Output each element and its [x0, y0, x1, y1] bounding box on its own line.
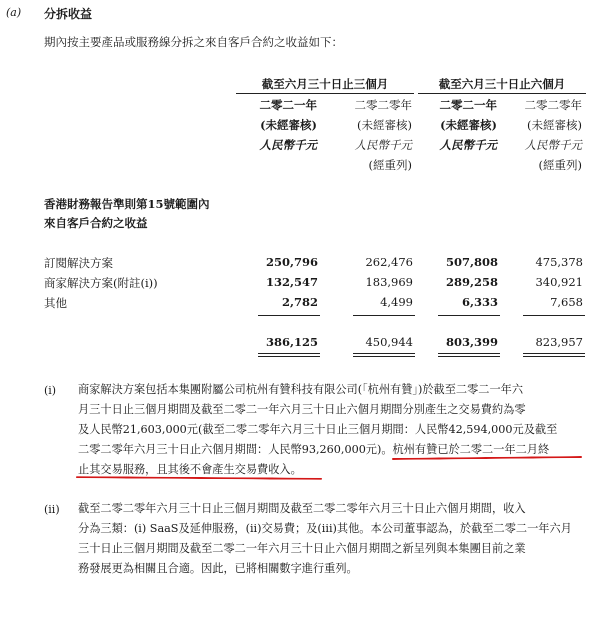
subtotal-line: [258, 315, 320, 316]
total-cell: 803,399: [445, 335, 498, 349]
table-cell: 132,547: [265, 275, 318, 289]
note-2-text: [78, 499, 572, 579]
note-1-line: 止其交易服務，且其後不會產生交易費收入。: [78, 463, 302, 476]
col1-year: 二零二一年: [259, 98, 317, 112]
col4-note: (經重列): [538, 158, 582, 172]
total-cell: 386,125: [265, 335, 318, 349]
total-double-line: [353, 353, 415, 354]
total-double-line: [438, 356, 500, 357]
col2-audit: (未經審核): [357, 118, 412, 132]
note-2-line: 分為三類：(i) SaaS及延伸服務，(ii)交易費；及(iii)其他。本公司董事認為，於截至二零二一年六月: [78, 522, 572, 535]
table-cell: 7,658: [550, 295, 583, 309]
note-2-mark: (ii): [44, 503, 60, 516]
scope-line-2: 來自客戶合約之收益: [44, 216, 148, 230]
col1-unit: 人民幣千元: [259, 138, 317, 152]
total-double-line: [353, 356, 415, 357]
total-double-line: [258, 353, 320, 354]
col3-audit: (未經審核): [440, 118, 497, 132]
row-label-merchant: 商家解決方案(附註(i)): [44, 276, 158, 290]
group-header-three-months: 截至六月三十日止三個月: [261, 77, 389, 91]
table-cell: 262,476: [365, 255, 413, 269]
row-label-subscription: 訂閱解決方案: [44, 256, 113, 270]
intro-text: 期內按主要產品或服務線分拆之來自客戶合約之收益如下：: [44, 35, 343, 49]
table-cell: 2,782: [281, 295, 318, 309]
subtotal-line: [353, 315, 415, 316]
table-cell: 6,333: [461, 295, 498, 309]
note-1-line: 二零二零年六月三十日止六個月期間：人民幣93,260,000元)。杭州有贊已於二零二一年二月終: [78, 443, 550, 456]
table-cell: 475,378: [535, 255, 583, 269]
col4-year: 二零二零年: [524, 98, 582, 112]
col3-year: 二零二一年: [439, 98, 497, 112]
col4-unit: 人民幣千元: [524, 138, 582, 152]
section-label: (a): [6, 6, 22, 19]
table-cell: 289,258: [445, 275, 498, 289]
col1-audit: (未經審核): [260, 118, 317, 132]
note-1-text: [78, 380, 557, 480]
total-double-line: [523, 356, 585, 357]
note-2-line: 截至二零二零年六月三十日止三個月期間及截至二零二零年六月三十日止六個月期間，收入: [78, 502, 526, 515]
col4-audit: (未經審核): [527, 118, 582, 132]
note-1-line: 月三十日止三個月期間及截至二零二一年六月三十日止六個月期間分別產生之交易費約為零: [78, 403, 526, 416]
total-double-line: [438, 353, 500, 354]
total-cell: 823,957: [535, 335, 583, 349]
table-cell: 183,969: [365, 275, 413, 289]
section-title: 分拆收益: [44, 7, 93, 21]
table-cell: 340,921: [535, 275, 583, 289]
col3-unit: 人民幣千元: [439, 138, 497, 152]
note-1-mark: (i): [44, 384, 57, 397]
note-2-line: 三十日止三個月期間及截至二零二一年六月三十日止六個月期間之新呈列與本集團目前之業: [78, 542, 526, 555]
table-cell: 250,796: [265, 255, 318, 269]
col2-note: (經重列): [368, 158, 412, 172]
group-underline: [236, 93, 414, 94]
table-cell: 4,499: [380, 295, 413, 309]
note-2-line: 務發展更為相關且合適。因此，已將相關數字進行重列。: [78, 562, 358, 575]
scope-line-1: 香港財務報告準則第15號範圍內: [44, 197, 210, 211]
col2-year: 二零二零年: [354, 98, 412, 112]
note-1-line: 商家解決方案包括本集團附屬公司杭州有贊科技有限公司(「杭州有贊」)於截至二零二一年六: [78, 383, 524, 396]
total-cell: 450,944: [365, 335, 413, 349]
subtotal-line: [438, 315, 500, 316]
note-1-line: 及人民幣21,603,000元(截至二零二零年六月三十日止三個月期間：人民幣42,594,000元及截至: [78, 423, 558, 436]
total-double-line: [258, 356, 320, 357]
group-header-six-months: 截至六月三十日止六個月: [438, 77, 566, 91]
col2-unit: 人民幣千元: [354, 138, 412, 152]
group-underline: [418, 93, 586, 94]
row-label-others: 其他: [44, 296, 67, 310]
subtotal-line: [523, 315, 585, 316]
table-cell: 507,808: [445, 255, 498, 269]
total-double-line: [523, 353, 585, 354]
